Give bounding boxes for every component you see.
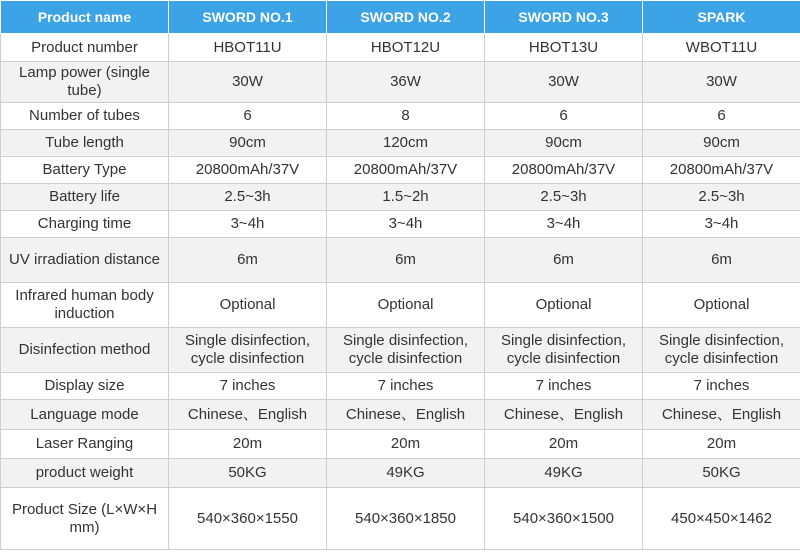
header-spark: SPARK bbox=[643, 1, 800, 34]
value-cell: 540×360×1500 bbox=[485, 488, 643, 550]
value-cell: HBOT11U bbox=[169, 34, 327, 62]
value-cell: 120cm bbox=[327, 130, 485, 157]
value-cell: Chinese、English bbox=[643, 400, 800, 430]
row-label-cell: UV irradiation distance bbox=[1, 238, 169, 283]
value-cell: Optional bbox=[327, 283, 485, 328]
value-cell: Chinese、English bbox=[169, 400, 327, 430]
value-cell: 3~4h bbox=[169, 211, 327, 238]
row-label-cell: Infrared human body induction bbox=[1, 283, 169, 328]
value-cell: 30W bbox=[643, 62, 800, 103]
value-cell: 20800mAh/37V bbox=[643, 157, 800, 184]
value-cell: 2.5~3h bbox=[643, 184, 800, 211]
value-cell: 8 bbox=[327, 103, 485, 130]
row-label-cell: Lamp power (single tube) bbox=[1, 62, 169, 103]
row-label-cell: Display size bbox=[1, 373, 169, 400]
value-cell: 30W bbox=[169, 62, 327, 103]
table-row bbox=[1, 328, 800, 373]
value-cell: 1.5~2h bbox=[327, 184, 485, 211]
value-cell: 20m bbox=[485, 430, 643, 459]
value-cell: Single disinfection, cycle disinfection bbox=[169, 328, 327, 373]
table-body bbox=[1, 34, 800, 550]
row-label-cell: Battery life bbox=[1, 184, 169, 211]
value-cell: 90cm bbox=[643, 130, 800, 157]
value-cell: 7 inches bbox=[485, 373, 643, 400]
value-cell: 20m bbox=[169, 430, 327, 459]
table-row bbox=[1, 130, 800, 157]
row-label-cell: Battery Type bbox=[1, 157, 169, 184]
row-label-cell: Charging time bbox=[1, 211, 169, 238]
table-row bbox=[1, 62, 800, 103]
value-cell: 50KG bbox=[643, 459, 800, 488]
row-label-cell: Disinfection method bbox=[1, 328, 169, 373]
value-cell: WBOT11U bbox=[643, 34, 800, 62]
header-sword-no1: SWORD NO.1 bbox=[169, 1, 327, 34]
table-row bbox=[1, 400, 800, 430]
value-cell: 6 bbox=[169, 103, 327, 130]
value-cell: 7 inches bbox=[327, 373, 485, 400]
value-cell: 49KG bbox=[485, 459, 643, 488]
table-row bbox=[1, 157, 800, 184]
value-cell: Single disinfection, cycle disinfection bbox=[643, 328, 800, 373]
row-label-cell: Tube length bbox=[1, 130, 169, 157]
value-cell: 3~4h bbox=[327, 211, 485, 238]
value-cell: Optional bbox=[485, 283, 643, 328]
value-cell: 36W bbox=[327, 62, 485, 103]
value-cell: 6m bbox=[643, 238, 800, 283]
value-cell: 20800mAh/37V bbox=[327, 157, 485, 184]
value-cell: 450×450×1462 bbox=[643, 488, 800, 550]
value-cell: HBOT13U bbox=[485, 34, 643, 62]
header-product-name: Product name bbox=[1, 1, 169, 34]
value-cell: 90cm bbox=[169, 130, 327, 157]
value-cell: 2.5~3h bbox=[485, 184, 643, 211]
value-cell: Chinese、English bbox=[327, 400, 485, 430]
row-label-cell: product weight bbox=[1, 459, 169, 488]
value-cell: 540×360×1850 bbox=[327, 488, 485, 550]
value-cell: 7 inches bbox=[643, 373, 800, 400]
value-cell: 20800mAh/37V bbox=[169, 157, 327, 184]
value-cell: 3~4h bbox=[485, 211, 643, 238]
value-cell: 3~4h bbox=[643, 211, 800, 238]
table-row bbox=[1, 373, 800, 400]
table-row bbox=[1, 184, 800, 211]
value-cell: 2.5~3h bbox=[169, 184, 327, 211]
header-row bbox=[1, 1, 800, 34]
table-row bbox=[1, 211, 800, 238]
value-cell: 6m bbox=[485, 238, 643, 283]
value-cell: 20800mAh/37V bbox=[485, 157, 643, 184]
value-cell: Single disinfection, cycle disinfection bbox=[327, 328, 485, 373]
value-cell: 49KG bbox=[327, 459, 485, 488]
value-cell: 20m bbox=[643, 430, 800, 459]
row-label-cell: Language mode bbox=[1, 400, 169, 430]
value-cell: Optional bbox=[643, 283, 800, 328]
value-cell: Single disinfection, cycle disinfection bbox=[485, 328, 643, 373]
value-cell: 90cm bbox=[485, 130, 643, 157]
row-label-cell: Number of tubes bbox=[1, 103, 169, 130]
table-row bbox=[1, 283, 800, 328]
value-cell: 6m bbox=[327, 238, 485, 283]
value-cell: Chinese、English bbox=[485, 400, 643, 430]
value-cell: 50KG bbox=[169, 459, 327, 488]
table-header bbox=[1, 1, 800, 34]
value-cell: 7 inches bbox=[169, 373, 327, 400]
table-row bbox=[1, 238, 800, 283]
table-row bbox=[1, 34, 800, 62]
value-cell: 6 bbox=[485, 103, 643, 130]
table-row bbox=[1, 488, 800, 550]
row-label-cell: Product Size (L×W×H mm) bbox=[1, 488, 169, 550]
value-cell: 6m bbox=[169, 238, 327, 283]
table-row bbox=[1, 459, 800, 488]
value-cell: HBOT12U bbox=[327, 34, 485, 62]
row-label-cell: Product number bbox=[1, 34, 169, 62]
header-sword-no3: SWORD NO.3 bbox=[485, 1, 643, 34]
value-cell: 20m bbox=[327, 430, 485, 459]
value-cell: 6 bbox=[643, 103, 800, 130]
value-cell: 540×360×1550 bbox=[169, 488, 327, 550]
value-cell: Optional bbox=[169, 283, 327, 328]
header-sword-no2: SWORD NO.2 bbox=[327, 1, 485, 34]
row-label-cell: Laser Ranging bbox=[1, 430, 169, 459]
value-cell: 30W bbox=[485, 62, 643, 103]
table-row bbox=[1, 103, 800, 130]
table-row bbox=[1, 430, 800, 459]
